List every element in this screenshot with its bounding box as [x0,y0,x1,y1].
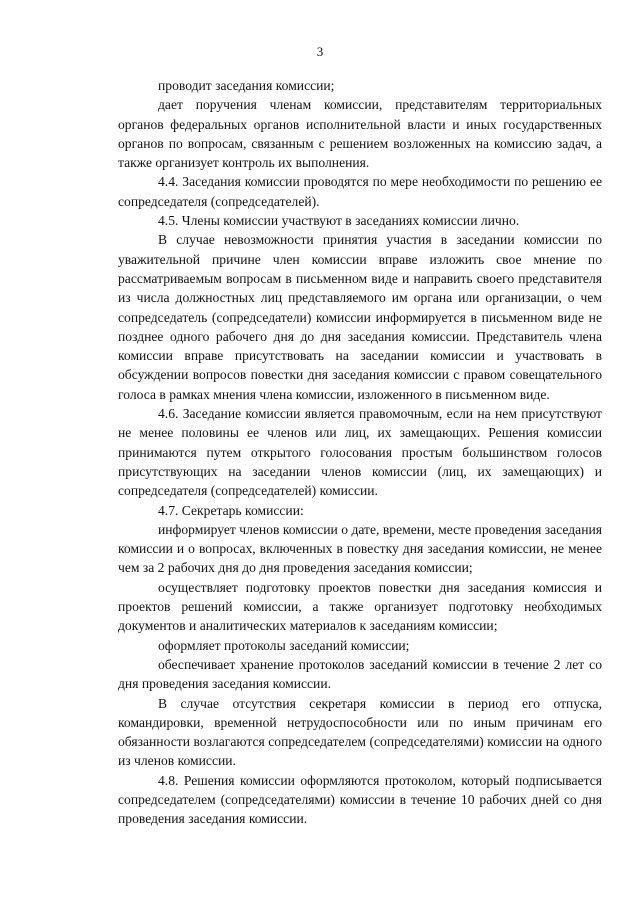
paragraph: оформляет протоколы заседаний комиссии; [158,637,410,653]
paragraph: 4.6. Заседание комиссии является правомочным, если на нем присутствуют не менее половины ее членов или лиц, их замещающих. Решения комиссии принимаются путем открытого голосования простым большинством голосов присутствующих на заседании членов комиссии (лиц, их замещающих) и сопредседателя (сопредседателей) комиссии. [118,406,602,499]
paragraph: информирует членов комиссии о дате, времени, месте проведения заседания комиссии и о вопросах, включенных в повестку дня заседания комиссии, не менее чем за 2 рабочих дня до дня проведения заседания комиссии; [118,521,602,576]
paragraph: обеспечивает хранение протоколов заседаний комиссии в течение 2 лет со дня проведения заседания комиссии. [118,656,602,692]
page-number: 3 [316,44,324,59]
paragraph: В случае отсутствия секретаря комиссии в период его отпуска, командировки, временной нетрудоспособности или по иным причинам его обязанности возлагаются сопредседателем (сопредседателями) комиссии на одного из членов комиссии. [118,695,602,769]
paragraph: 4.5. Члены комиссии участвуют в заседаниях комиссии лично. [158,213,520,229]
paragraph: 4.8. Решения комиссии оформляются протоколом, который подписывается сопредседателем (сопредседателями) комиссии в течение 10 рабочих дней со дня проведения заседания комиссии. [118,772,602,827]
paragraph: осуществляет подготовку проектов повестки дня заседания комиссия и проектов решений комиссии, а также организует подготовку необходимых документов и аналитических материалов к заседаниям комиссии; [118,579,602,634]
paragraph: 4.7. Секретарь комиссии: [158,502,304,518]
paragraph: дает поручения членам комиссии, представителям территориальных органов федеральных органов исполнительной власти и иных государственных органов по вопросам, связанным с решением возложенных на комиссию задач, а также организует контроль их выполнения. [118,97,602,171]
paragraph: проводит заседания комиссии; [158,78,335,93]
document-body [118,76,602,829]
paragraph: 4.4. Заседания комиссии проводятся по мере необходимости по решению ее сопредседателя (сопредседателей). [118,174,602,209]
paragraph: В случае невозможности принятия участия в заседании комиссии по уважительной причине член комиссии вправе изложить свое мнение по рассматриваемым вопросам в письменном виде и направить своего представителя из числа должностных лиц представляемого им органа или организации, о чем сопредседатель (сопредседатели) комиссии информируется в письменном виде не позднее одного рабочего дня до дня заседания комиссии. Представитель члена комиссии вправе присутствовать на заседании комиссии и участвовать в обсуждении вопросов повестки дня заседания комиссии с правом совещательного голоса в рамках мнения члена комиссии, изложенного в письменном виде. [118,232,602,402]
